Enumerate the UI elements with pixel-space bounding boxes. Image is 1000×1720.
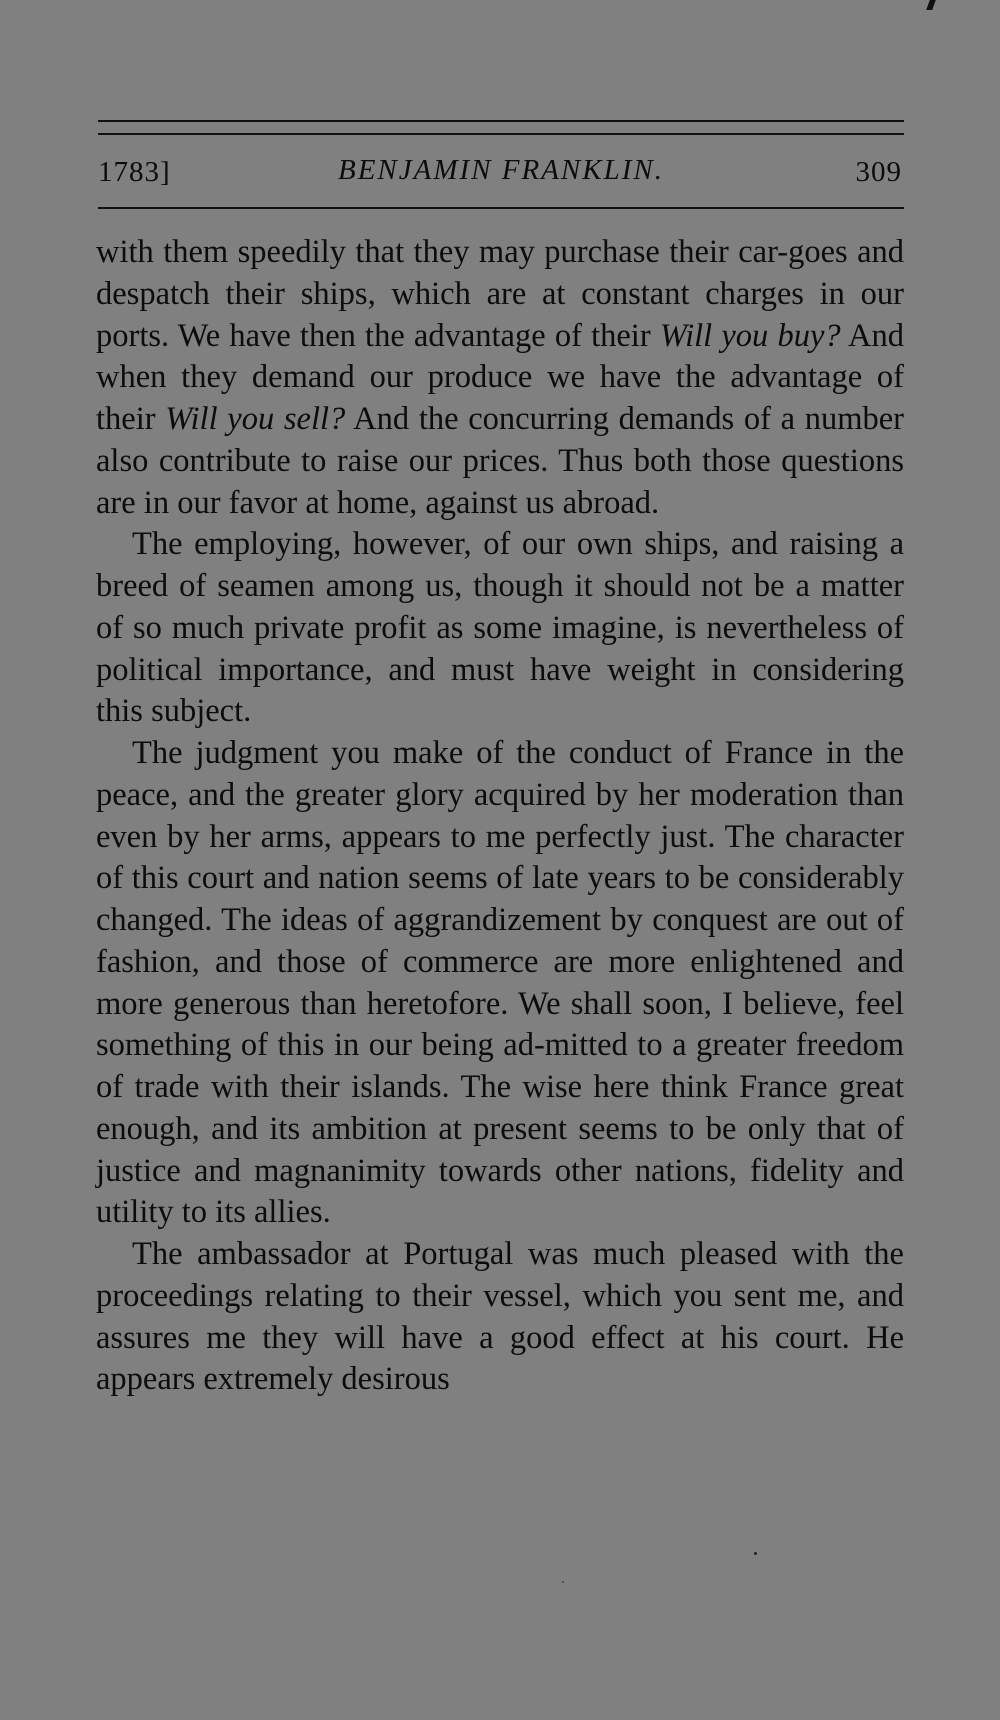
ink-speck <box>754 1552 757 1555</box>
paragraph-4: The ambassador at Portugal was much pleased with the proceedings relating to their vessel, which you sent me, and assures me they will have a good effect at his court. He appears extremely desirous <box>96 1236 904 1398</box>
top-rule-lower <box>98 133 904 135</box>
paragraph-1-text-a: with them speedily that they may purchase their car-goes and despatch their ships, which are at constant charges in our ports. We have then the advantage of their <box>96 234 904 354</box>
top-rule-upper <box>98 120 904 122</box>
running-head-title: BENJAMIN FRANKLIN. <box>338 154 664 186</box>
corner-ink-mark <box>926 0 936 10</box>
page-number: 309 <box>855 156 902 188</box>
ink-speck <box>562 1581 564 1583</box>
paragraph-1-italic-b: Will you sell? <box>165 401 346 437</box>
paragraph-1 <box>96 232 904 524</box>
paragraph-1-text-c: And the concurring demands of a number also contribute to raise our prices. Thus both those questions are in our favor at home, against us abroad. <box>96 401 905 521</box>
running-head-year: 1783] <box>98 156 171 188</box>
paragraph-1-text-b: And when they demand our produce we have the advantage of their <box>96 317 905 437</box>
body-text <box>96 232 904 1401</box>
running-head <box>98 152 904 192</box>
paragraph-2: The employing, however, of our own ships, and raising a breed of seamen among us, though it should not be a matter of so much private profit as some imagine, is nevertheless of political importance, and must have weight in considering this subject. <box>96 526 904 730</box>
paragraph-1-italic-a: Will you buy? <box>659 317 841 354</box>
running-head-rule <box>98 207 904 209</box>
paragraph-3: The judgment you make of the conduct of France in the peace, and the greater glory acquired by her moderation than even by her arms, appears to me perfectly just. The character of this court and nation seems of late years to be considerably changed. The ideas of aggrandizement by conquest are out of fashion, and those of commerce are more enlightened and more generous than heretofore. We shall soon, I believe, feel something of this in our being ad-mitted to a greater freedom of trade with their islands. The wise here think France great enough, and its ambition at present seems to be only that of justice and magnanimity towards other nations, fidelity and utility to its allies. <box>96 735 904 1231</box>
